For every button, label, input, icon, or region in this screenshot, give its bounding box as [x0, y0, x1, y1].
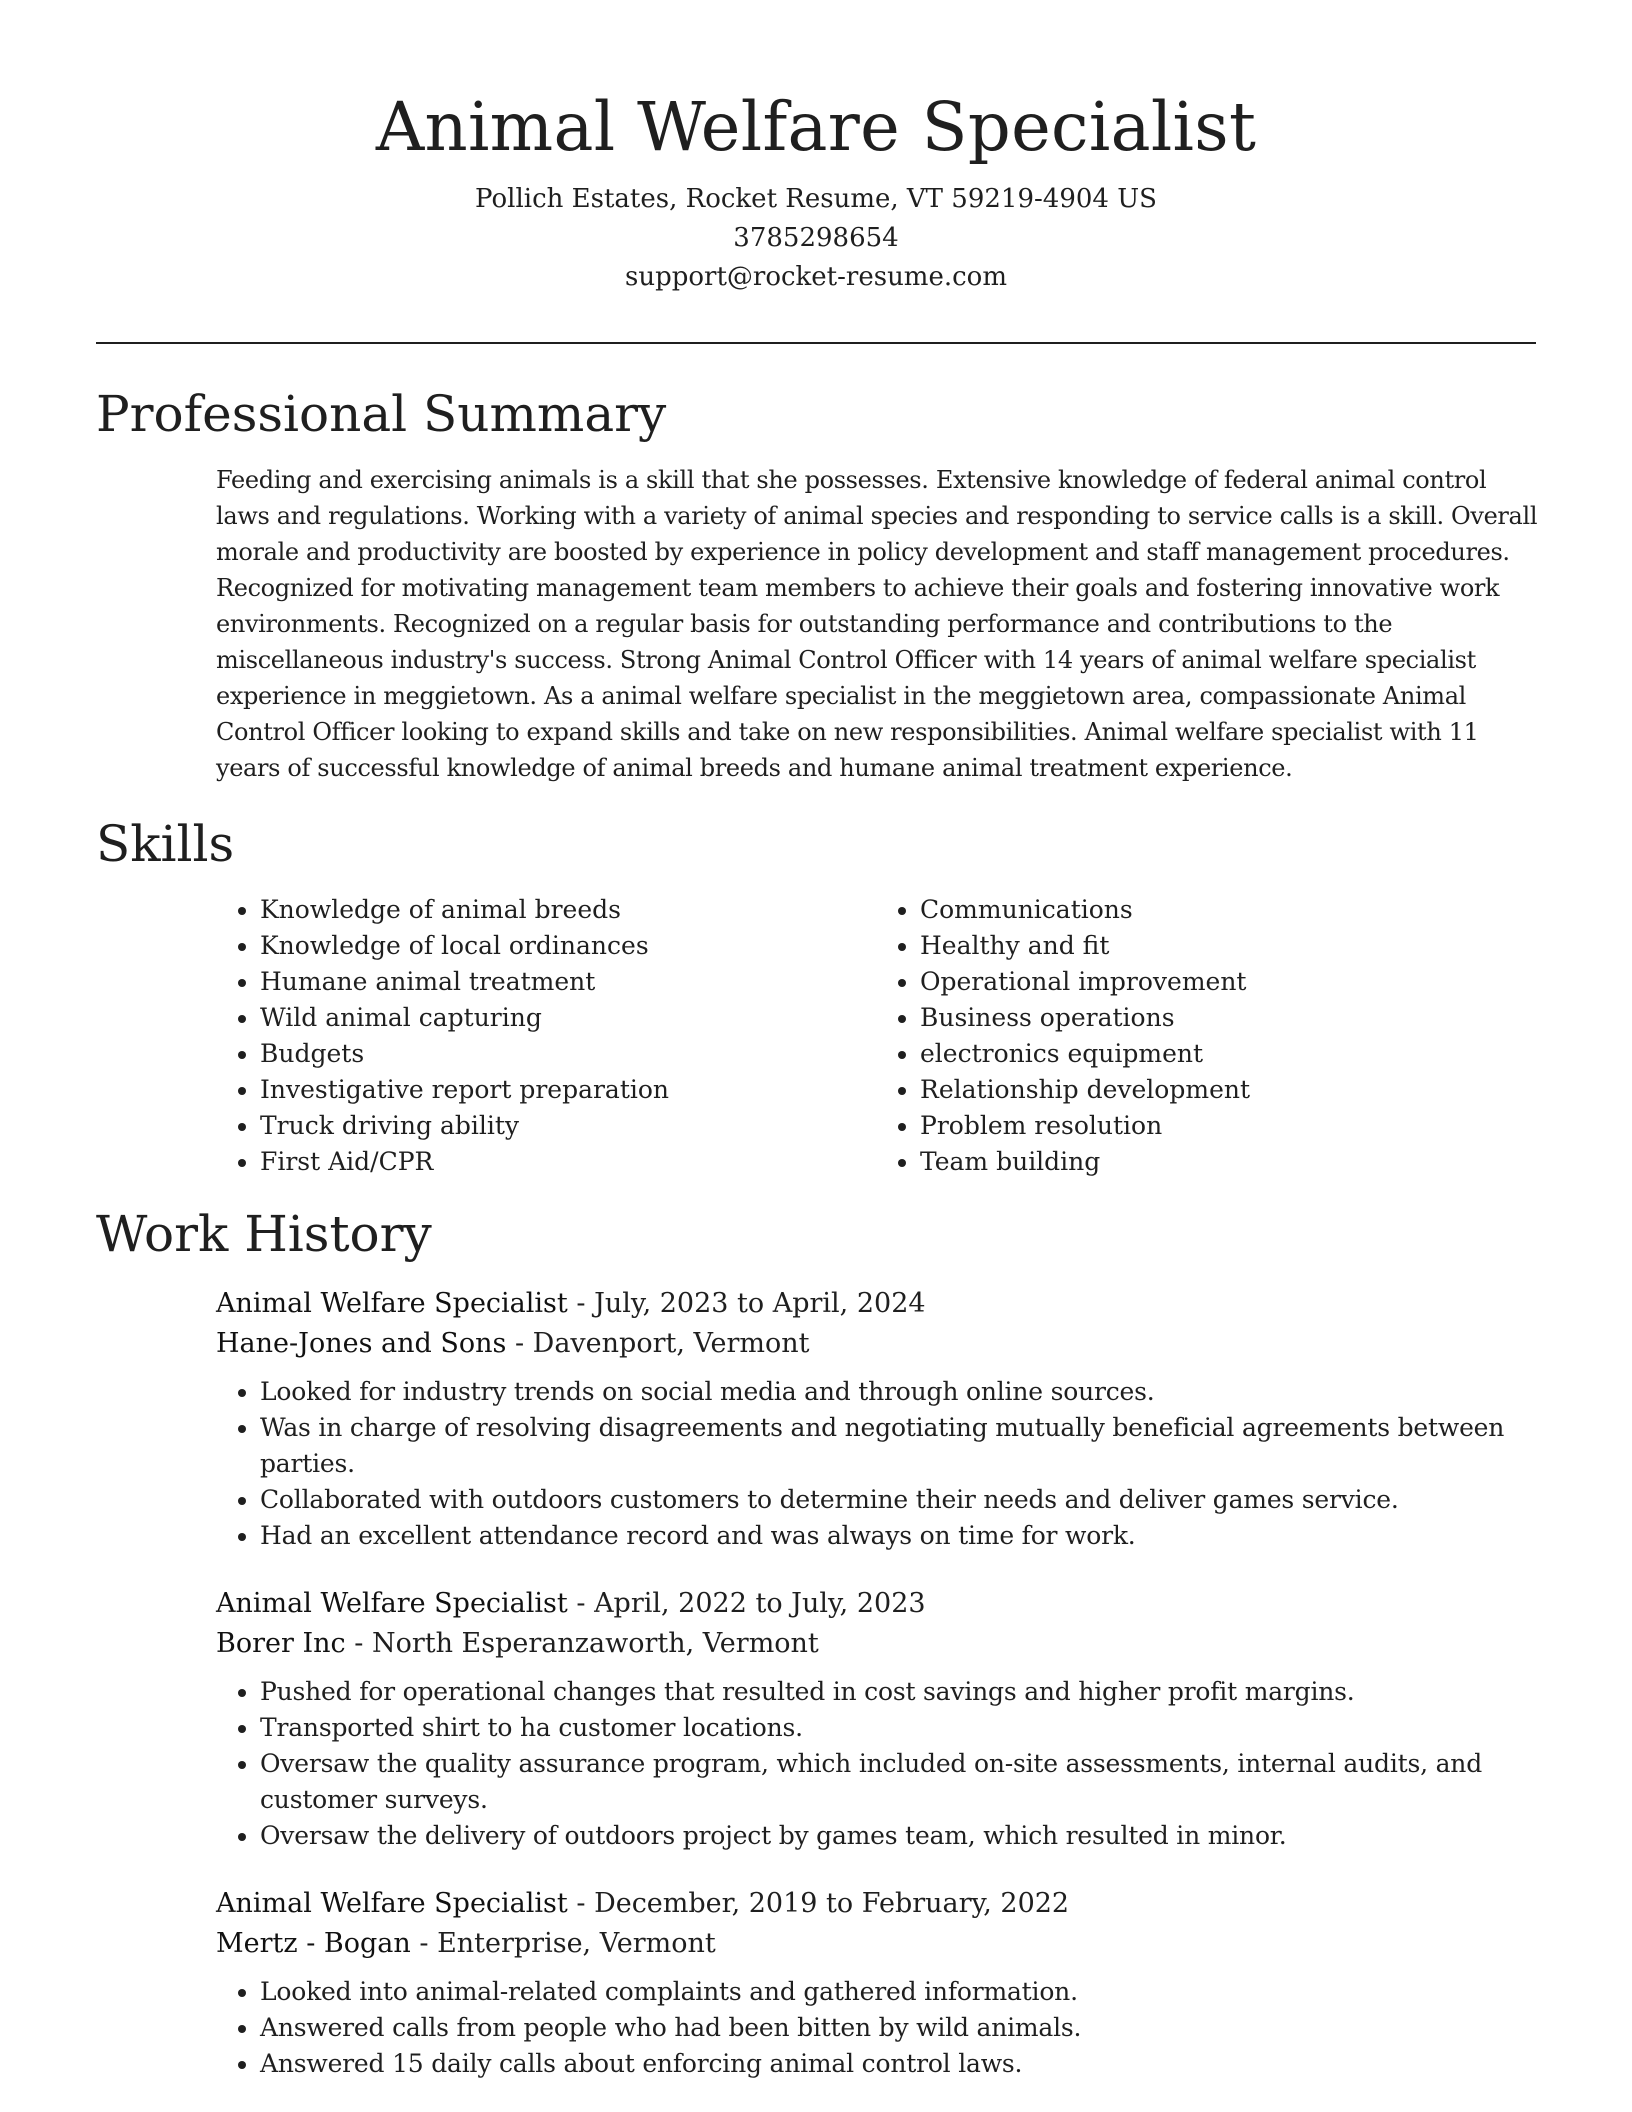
contact-info	[0, 180, 1632, 297]
header-divider	[96, 342, 1536, 344]
skill-item: • Knowledge of local ordinances	[260, 928, 876, 964]
skill-item: • Investigative report preparation	[260, 1072, 876, 1108]
summary-heading: Professional Summary	[96, 385, 667, 443]
job-bullet: • Collaborated with outdoors customers to determine their needs and deliver games service.	[260, 1482, 1538, 1518]
job-title-line: Animal Welfare Specialist - July, 2023 to April, 2024	[216, 1288, 926, 1319]
skill-item: • Wild animal capturing	[260, 1000, 876, 1036]
skills-heading: Skills	[96, 815, 235, 873]
skill-item: • Truck driving ability	[260, 1108, 876, 1144]
job-company-line: Mertz - Bogan - Enterprise, Vermont	[216, 1928, 716, 1959]
work-history-heading: Work History	[96, 1205, 432, 1263]
job-dates: April, 2022 to July, 2023	[594, 1588, 926, 1619]
job-title-line: Animal Welfare Specialist - April, 2022 to July, 2023	[216, 1588, 926, 1619]
job-bullet: • Transported shirt to ha customer locations.	[260, 1710, 1538, 1746]
job-company: Borer Inc	[216, 1628, 346, 1659]
job-dates: July, 2023 to April, 2024	[594, 1288, 926, 1319]
summary-text: Feeding and exercising animals is a skill that she possesses. Extensive knowledge of federal animal control laws and regulations. Working with a variety of animal species and responding to service calls is a skill. Overall morale and productivity are boosted by experience in policy development and staff management procedures. Recognized for motivating management team members to achieve their goals and fostering innovative work environments. Recognized on a regular basis for outstanding performance and contributions to the miscellaneous industry's success. Strong Animal Control Officer with 14 years of animal welfare specialist experience in meggietown. As a animal welfare specialist in the meggietown area, compassionate Animal Control Officer looking to expand skills and take on new responsibilities. Animal welfare specialist with 11 years of successful knowledge of animal breeds and humane animal treatment experience.	[216, 466, 1538, 782]
job-bullet: • Was in charge of resolving disagreements and negotiating mutually beneficial agreements between parties.	[260, 1410, 1538, 1482]
job-location: North Esperanzaworth, Vermont	[371, 1628, 819, 1659]
job-entry	[216, 1584, 1538, 1854]
job-bullet: • Looked into animal-related complaints and gathered information.	[260, 1974, 1538, 2010]
job-bullet: • Oversaw the delivery of outdoors project by games team, which resulted in minor.	[260, 1818, 1538, 1854]
job-company: Mertz - Bogan	[216, 1928, 411, 1959]
skills-list	[216, 892, 1536, 1180]
job-role: Animal Welfare Specialist	[216, 1588, 568, 1619]
job-bullet: • Answered 15 daily calls about enforcing animal control laws.	[260, 2046, 1538, 2082]
job-company: Hane-Jones and Sons	[216, 1328, 507, 1359]
job-company-line: Borer Inc - North Esperanzaworth, Vermont	[216, 1628, 819, 1659]
skill-item: • electronics equipment	[920, 1036, 1536, 1072]
skills-column-2	[876, 892, 1536, 1180]
job-bullet: • Looked for industry trends on social media and through online sources.	[260, 1374, 1538, 1410]
skill-item: • Healthy and fit	[920, 928, 1536, 964]
job-bullet: • Pushed for operational changes that resulted in cost savings and higher profit margins.	[260, 1674, 1538, 1710]
job-bullets	[216, 1974, 1538, 2082]
skill-item: • Communications	[920, 892, 1536, 928]
job-bullets	[216, 1674, 1538, 1854]
resume-header	[0, 0, 1632, 297]
address: Pollich Estates, Rocket Resume, VT 59219-4904 US	[475, 184, 1157, 214]
skill-item: • Knowledge of animal breeds	[260, 892, 876, 928]
skill-item: • Budgets	[260, 1036, 876, 1072]
skill-item: • First Aid/CPR	[260, 1144, 876, 1180]
skill-item: • Operational improvement	[920, 964, 1536, 1000]
job-entry	[216, 1884, 1538, 2082]
job-bullets	[216, 1374, 1538, 1554]
job-entry	[216, 1284, 1538, 1554]
skill-item: • Relationship development	[920, 1072, 1536, 1108]
job-title-line: Animal Welfare Specialist - December, 2019 to February, 2022	[216, 1888, 1070, 1919]
job-location: Davenport, Vermont	[532, 1328, 810, 1359]
skill-item: • Team building	[920, 1144, 1536, 1180]
skill-item: • Humane animal treatment	[260, 964, 876, 1000]
candidate-title: Animal Welfare Specialist	[375, 88, 1257, 166]
phone: 3785298654	[733, 223, 899, 253]
job-role: Animal Welfare Specialist	[216, 1888, 568, 1919]
email: support@rocket-resume.com	[624, 262, 1007, 292]
skill-item: • Problem resolution	[920, 1108, 1536, 1144]
job-company-line: Hane-Jones and Sons - Davenport, Vermont	[216, 1328, 810, 1359]
job-location: Enterprise, Vermont	[437, 1928, 716, 1959]
skills-column-1	[216, 892, 876, 1180]
job-bullet: • Oversaw the quality assurance program, which included on-site assessments, internal audits, and customer surveys.	[260, 1746, 1538, 1818]
skill-item: • Business operations	[920, 1000, 1536, 1036]
work-history-list	[216, 1284, 1538, 2112]
job-bullet: • Answered calls from people who had been bitten by wild animals.	[260, 2010, 1538, 2046]
job-bullet: • Had an excellent attendance record and was always on time for work.	[260, 1518, 1538, 1554]
job-dates: December, 2019 to February, 2022	[594, 1888, 1070, 1919]
job-role: Animal Welfare Specialist	[216, 1288, 568, 1319]
